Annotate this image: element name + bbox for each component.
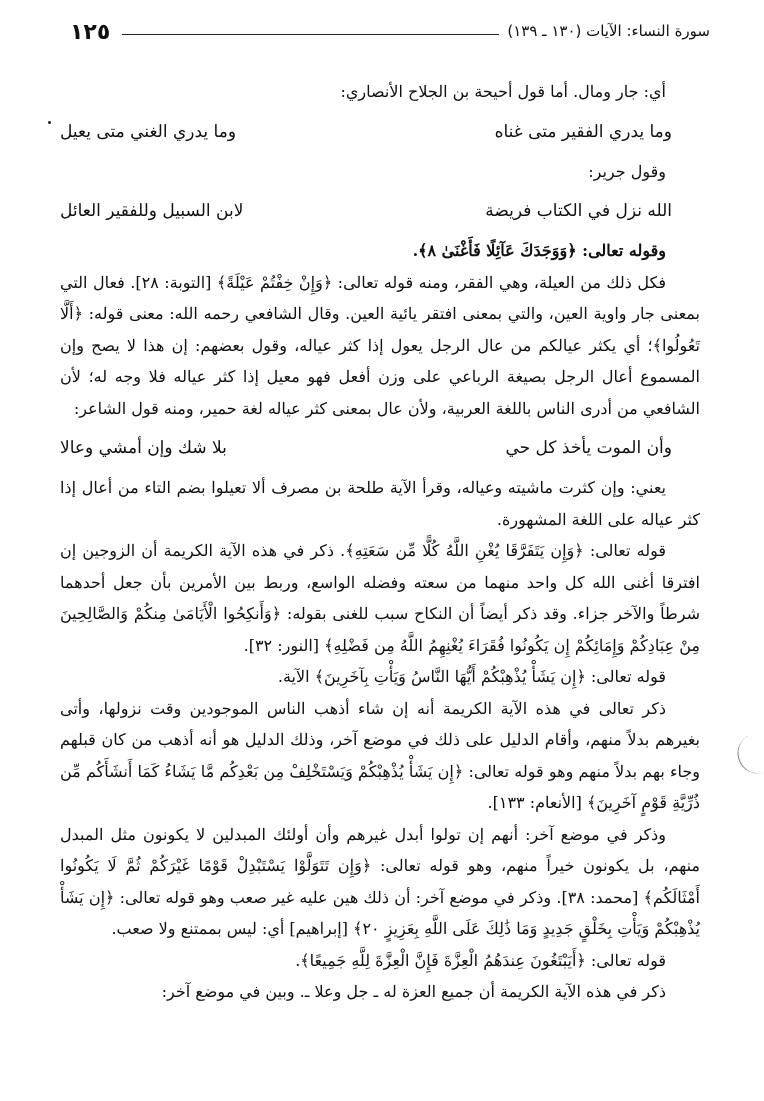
verse-2-second-hemistich: لابن السبيل وللفقير العائل (60, 201, 244, 221)
poet-intro-line: وقول جرير: (588, 161, 666, 181)
verse-3-first-hemistich: وأن الموت يأخذ كل حي (505, 438, 672, 458)
page-body (60, 76, 700, 1008)
paragraph-talha: يعني: وإن كثرت ماشيته وعياله، وقرأ الآية طلحة بن مصرف ألا تعيلوا بضم التاء من أعال إذا كثر عياله على اللغة المشهورة. (60, 478, 700, 529)
paragraph-izza-heading: قوله تعالى: ﴿أَيَبْتَغُونَ عِندَهُمُ الْعِزَّةَ فَإِنَّ الْعِزَّةَ لِلَّهِ جَمِيعًا﴾. (295, 950, 666, 970)
poetry-verse-3 (60, 426, 700, 470)
poetry-verse-1 (60, 110, 700, 154)
paragraph-ayla: فكل ذلك من العيلة، وهي الفقر، ومنه قوله تعالى: ﴿وَإِنْ خِفْتُمْ عَيْلَةً﴾ [التوبة: ٢٨]. فعال التي بمعنى جار واوية العين، والتي بمعنى افتقر يائية العين. وقال الشافعي رحمه الله: معنى قوله: ﴿أَلَّا تَعُولُوا﴾؛ أي يكثر عيالكم من عال الرجل يعول إذا كثر عياله، وقول بعضهم: إن هذا لا يصح وإن المسموع أعال الرجل بصيغة الرباعي على وزن أفعل فهو معيل إذا كثر عياله فلا وجه له؛ لأن الشافعي من أدرى الناس باللغة العربية، ولأن عال بمعنى كثر عياله لغة حمير، ومنه قول الشاعر: (60, 272, 700, 418)
intro-line: أي: جار ومال. أما قول أحيحة بن الجلاح الأنصاري: (340, 82, 666, 101)
quran-quote-line: وقوله تعالى: ﴿وَوَجَدَكَ عَآئِلًا فَأَغْنَىٰ ٨﴾. (412, 241, 666, 260)
verse-3-second-hemistich: بلا شك وإن أمشي وعالا (60, 438, 227, 458)
paragraph-separation: قوله تعالى: ﴿وَإِن يَتَفَرَّقَا يُغْنِ اللَّهُ كُلًّا مِّن سَعَتِهِ﴾. ذكر في هذه الآية الكريمة أن الزوجين إن افترقا أغنى الله كل واحد منهما من سعته وفضله الواسع، وربط بين الأمرين بأن جعل أحدهما شرطاً والآخر جزاء. وقد ذكر أيضاً أن النكاح سبب للغنى بقوله: ﴿وَأَنكِحُوا الْأَيَامَىٰ مِنكُمْ وَالصَّالِحِينَ مِنْ عِبَادِكُمْ وَإِمَائِكُمْ إِن يَكُونُوا فُقَرَاءَ يُغْنِهِمُ اللَّهُ مِن فَضْلِهِ﴾ [النور: ٣٢]. (60, 541, 701, 655)
page-number: ١٢٥ (70, 20, 111, 45)
paragraph-other-place: وذكر في موضع آخر: أنهم إن تولوا أبدل غيرهم وأن أولئك المبدلين لا يكونون مثل المبدل منهم، بل يكونون خيراً منهم، وهو قوله تعالى: ﴿وَإِن تَتَوَلَّوْا يَسْتَبْدِلْ قَوْمًا غَيْرَكُمْ ثُمَّ لَا يَكُونُوا أَمْثَالَكُم﴾ [محمد: ٣٨]. وذكر في موضع آخر: أن ذلك هين عليه غير صعب وهو قوله تعالى: ﴿إِن يَشَأْ يُذْهِبْكُمْ وَيَأْتِ بِخَلْقٍ جَدِيدٍ وَمَا ذَٰلِكَ عَلَى اللَّهِ بِعَزِيزٍ ٢٠﴾ [إبراهيم] أي: ليس بممتنع ولا صعب. (60, 824, 700, 938)
verse-1-first-hemistich: وما يدري الفقير متى غناه (494, 121, 672, 142)
page-header (70, 20, 710, 46)
paragraph-replacement: ذكر تعالى في هذه الآية الكريمة أنه إن شاء أذهب الناس الموجودين وقت نزولها، وأتى بغيرهم بدلاً منهم، وأقام الدليل على ذلك في موضع آخر، وذلك الدليل هو أنه أذهب من كان قبلهم وجاء بهم بدلاً منهم وهو قوله تعالى: ﴿إِن يَشَأْ يُذْهِبْكُمْ وَيَسْتَخْلِفْ مِن بَعْدِكُم مَّا يَشَاءُ كَمَا أَنشَأَكُم مِّن ذُرِّيَّةِ قَوْمٍ آخَرِينَ﴾ [الأنعام: ١٣٣]. (60, 698, 701, 812)
running-title: سورة النساء: الآيات (١٣٠ ـ ١٣٩) (499, 22, 710, 40)
margin-mark (732, 733, 764, 779)
stray-dot (48, 121, 51, 124)
verse-1-second-hemistich: وما يدري الغني متى يعيل (60, 121, 237, 142)
verse-2-first-hemistich: الله نزل في الكتاب فريضة (485, 201, 672, 221)
paragraph-izza: ذكر في هذه الآية الكريمة أن جميع العزة له ـ جل وعلا ـ. وبين في موضع آخر: (161, 982, 666, 1001)
poetry-verse-2 (60, 189, 700, 233)
paragraph-verse-heading: قوله تعالى: ﴿إِن يَشَأْ يُذْهِبْكُمْ أَيُّهَا النَّاسُ وَيَأْتِ بِآخَرِينَ﴾ الآية. (277, 667, 666, 686)
